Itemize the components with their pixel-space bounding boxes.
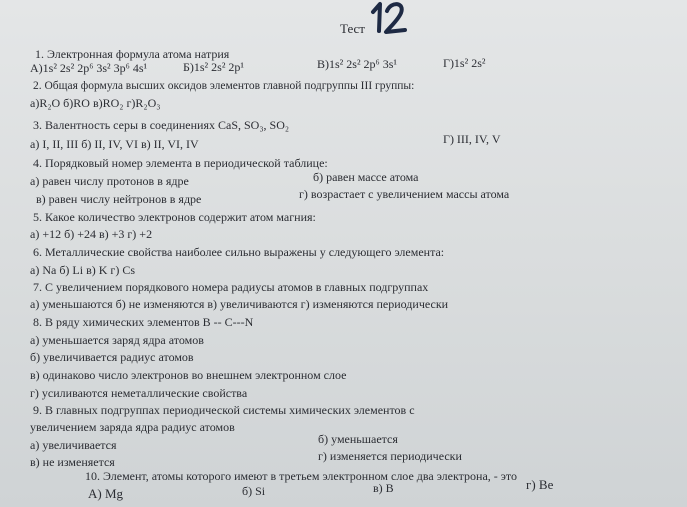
- question-1: 1. Электронная формула атома натрия: [35, 47, 230, 61]
- q5-options: а) +12 б) +24 в) +3 г) +2: [30, 227, 153, 241]
- question-10: 10. Элемент, атомы которого имеют в третьем электронном слое два электрона, - это: [85, 469, 518, 483]
- q9-option-v: в) не изменяется: [30, 455, 115, 469]
- q8-option-v: в) одинаково число электронов во внешнем электронном слое: [30, 368, 347, 382]
- q8-option-g: г) усиливаются неметаллические свойства: [30, 386, 248, 400]
- q9-continuation: увеличением заряда ядра радиус атомов: [30, 420, 235, 434]
- q2-options: а)R₂O б)RO в)RO₂ г)R₂O₃: [30, 96, 161, 110]
- q10-option-a: А) Mg: [88, 486, 124, 501]
- q8-option-a: а) уменьшается заряд ядра атомов: [30, 333, 204, 347]
- question-6: 6. Металлические свойства наиболее сильно выражены у следующего элемента:: [33, 245, 445, 259]
- q4-option-v: в) равен числу нейтронов в ядре: [36, 192, 202, 206]
- q1-option-g: Г)1s² 2s²: [443, 56, 486, 70]
- q4-option-a: а) равен числу протонов в ядре: [30, 174, 189, 188]
- q3-option-g: Г) III, IV, V: [443, 132, 501, 146]
- question-9: 9. В главных подгруппах периодической системы химических элементов с: [33, 403, 415, 417]
- q9-option-a: а) увеличивается: [30, 438, 117, 452]
- question-2: 2. Общая формула высших оксидов элементов главной подгруппы III группы:: [33, 80, 415, 92]
- question-8: 8. В ряду химических элементов B -- C---N: [33, 315, 254, 329]
- question-7: 7. С увеличением порядкового номера радиусы атомов в главных подгруппах: [33, 280, 429, 294]
- q10-option-g: г) Be: [526, 477, 554, 492]
- question-3: 3. Валентность серы в соединениях CaS, SO₃, SO₂: [33, 118, 290, 132]
- q1-option-v: В)1s² 2s² 2p⁶ 3s¹: [317, 57, 397, 71]
- q3-options-abv: а) I, II, III б) II, IV, VI в) II, VI, IV: [30, 137, 199, 151]
- test-title: Тест: [340, 21, 365, 36]
- q1-option-b: Б)1s² 2s² 2p¹: [183, 60, 245, 74]
- handwritten-12-signature-icon: [367, 0, 411, 38]
- q6-options: а) Na б) Li в) K г) Cs: [30, 263, 135, 277]
- q7-options: а) уменьшаются б) не изменяются в) увеличиваются г) изменяются периодически: [30, 297, 449, 311]
- q4-option-b: б) равен массе атома: [313, 170, 419, 184]
- q4-option-g: г) возрастает с увеличением массы атома: [299, 187, 510, 201]
- q9-option-g: г) изменяется периодически: [318, 449, 462, 463]
- q9-option-b: б) уменьшается: [318, 432, 398, 446]
- q10-option-v: в) B: [373, 481, 394, 495]
- q1-option-a: А)1s² 2s² 2p⁶ 3s² 3p⁶ 4s¹: [30, 61, 148, 75]
- q10-option-b: б) Si: [242, 484, 266, 498]
- q8-option-b: б) увеличивается радиус атомов: [30, 350, 194, 364]
- question-5: 5. Какое количество электронов содержит атом магния:: [33, 210, 316, 224]
- question-4: 4. Порядковый номер элемента в периодической таблице:: [33, 156, 328, 170]
- handwritten-test-number: [367, 0, 411, 38]
